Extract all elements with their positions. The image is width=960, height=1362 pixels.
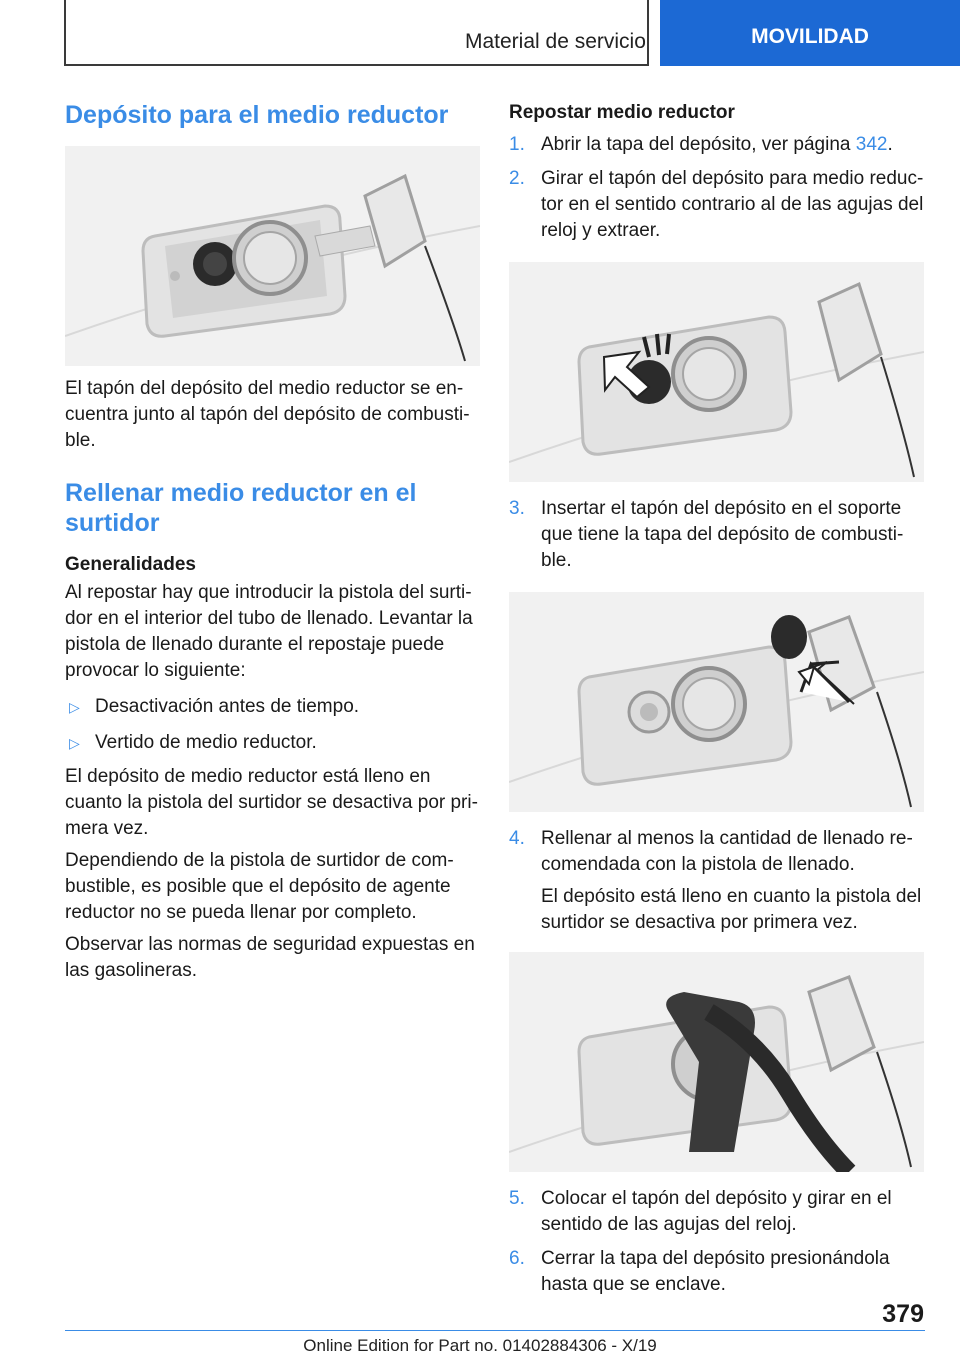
- procedure-title: Repostar medio reductor: [509, 102, 735, 123]
- step-3: 3. Insertar el tapón del depósito en el soporte que tiene la tapa del depósito de combusti-ble.: [509, 498, 904, 571]
- footer-edition: Online Edition for Part no. 01402884306 - X/19: [303, 1336, 657, 1355]
- triangle-bullet-icon: ▷: [69, 735, 80, 751]
- remove-cap-illustration: [509, 262, 924, 482]
- step-6: 6. Cerrar la tapa del depósito presionándola hasta que se enclave.: [509, 1248, 890, 1295]
- section-title: Depósito para el medio reductor: [65, 101, 449, 129]
- general-paragraph-3: Dependiendo de la pistola de surtidor de com-bustible, es posible que el depósito de agente reductor no se pueda llenar por completo.: [65, 850, 454, 923]
- step-4: 4. Rellenar al menos la cantidad de llenado re-comendada con la pistola de llenado.: [509, 828, 913, 875]
- triangle-bullet-icon: ▷: [69, 699, 80, 715]
- insert-cap-illustration: [509, 592, 924, 812]
- general-paragraph-1: Al repostar hay que introducir la pistola del surti-dor en el interior del tubo de llenado. Levantar la pistola de llenado durante el repostaje puede provocar lo siguiente:: [65, 582, 473, 681]
- figure-refill-nozzle: [509, 952, 924, 1172]
- intro-paragraph: El tapón del depósito del medio reductor se en-cuentra junto al tapón del depósito de combusti-ble.: [65, 378, 470, 451]
- list-item: ▷ Desactivación antes de tiempo.: [65, 694, 480, 720]
- general-paragraph-4: Observar las normas de seguridad expuestas en las gasolineras.: [65, 934, 475, 981]
- page-number: 379: [882, 1300, 924, 1328]
- step-2: 2. Girar el tapón del depósito para medio reduc-tor en el sentido contrario al de las agujas del reloj y extraer.: [509, 168, 924, 241]
- list-item: ▷ Vertido de medio reductor.: [65, 730, 480, 756]
- figure-insert-cap: [509, 592, 924, 812]
- fuel-flap-illustration: [65, 146, 480, 366]
- refill-section-title: Rellenar medio reductor en el surtidor: [65, 479, 417, 537]
- step-4-note: El depósito está lleno en cuanto la pistola del surtidor se desactiva por primera vez.: [541, 886, 922, 933]
- page-reference-link[interactable]: 342: [855, 134, 888, 155]
- right-column: [509, 100, 924, 1298]
- figure-filler-caps: [65, 146, 480, 366]
- consequence-list: [65, 694, 480, 756]
- refill-nozzle-illustration: [509, 952, 924, 1172]
- header-chapter-tab[interactable]: [660, 0, 960, 66]
- step-5: 5. Colocar el tapón del depósito y girar en el sentido de las agujas del reloj.: [509, 1188, 892, 1235]
- footer-divider: [65, 1330, 925, 1331]
- general-paragraph-2: El depósito de medio reductor está lleno en cuanto la pistola del surtidor se desactiva por pri-mera vez.: [65, 766, 478, 839]
- header-section-title: Material de servicio: [465, 30, 646, 53]
- left-column: [65, 100, 480, 984]
- figure-remove-cap: [509, 262, 924, 482]
- step-1: 1. Abrir la tapa del depósito, ver página 342.: [509, 134, 893, 155]
- header-chapter-label: MOVILIDAD: [751, 25, 869, 48]
- general-subtitle: Generalidades: [65, 554, 196, 575]
